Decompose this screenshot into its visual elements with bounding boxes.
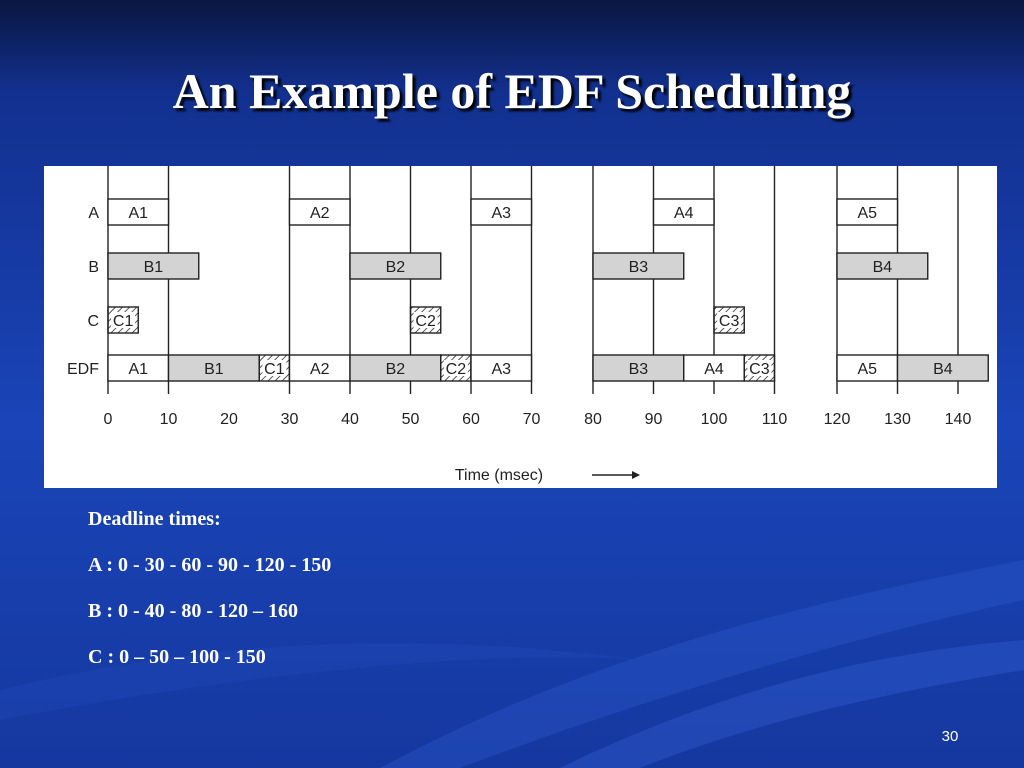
tick-label: 50 xyxy=(401,411,420,428)
block-label: C1 xyxy=(264,361,285,378)
block-label: B3 xyxy=(628,259,649,276)
tick-label: 10 xyxy=(159,411,178,428)
row-label-edf: EDF xyxy=(67,361,99,378)
block-label: C3 xyxy=(749,361,770,378)
deadline-line-a: A : 0 - 30 - 60 - 90 - 120 - 150 xyxy=(88,554,332,576)
block-label: C2 xyxy=(415,313,436,330)
tick-label: 120 xyxy=(823,411,851,428)
tick-label: 70 xyxy=(522,411,541,428)
block-label: B4 xyxy=(872,259,893,276)
slide-title: An Example of EDF Scheduling xyxy=(172,63,852,119)
block-label: A2 xyxy=(309,361,330,378)
block-label: B1 xyxy=(143,259,164,276)
tick-label: 80 xyxy=(584,411,602,428)
block-label: A3 xyxy=(491,361,512,378)
block-label: A4 xyxy=(673,205,694,222)
notes-heading: Deadline times: xyxy=(88,508,221,530)
row-label-a: A xyxy=(88,205,99,222)
block-label: A5 xyxy=(857,361,878,378)
time-arrow xyxy=(592,471,640,479)
row-label-b: B xyxy=(88,259,99,276)
block-label: B1 xyxy=(204,361,224,378)
block-label: A1 xyxy=(128,205,149,222)
block-label: A5 xyxy=(857,205,878,222)
page-number: 30 xyxy=(941,728,959,745)
block-label: B2 xyxy=(385,361,406,378)
block-label: B4 xyxy=(933,361,953,378)
timeline-svg xyxy=(44,166,997,488)
tick-label: 20 xyxy=(220,411,238,428)
x-axis-label: Time (msec) xyxy=(454,467,544,484)
tick-label: 110 xyxy=(761,411,788,428)
deadline-notes xyxy=(88,505,331,689)
deadline-line-c: C : 0 – 50 – 100 - 150 xyxy=(88,646,266,668)
tick-label: 90 xyxy=(644,411,663,428)
block-label: A2 xyxy=(309,205,330,222)
tick-label: 140 xyxy=(944,411,972,428)
edf-timeline-diagram xyxy=(44,166,997,488)
block-label: C2 xyxy=(445,361,467,378)
tick-label: 30 xyxy=(280,411,299,428)
block-label: A1 xyxy=(128,361,149,378)
tick-label: 60 xyxy=(462,411,480,428)
block-label: B3 xyxy=(628,361,649,378)
deadline-line-b: B : 0 - 40 - 80 - 120 – 160 xyxy=(88,600,298,622)
block-label: C1 xyxy=(112,313,134,330)
block-label: A4 xyxy=(704,361,724,378)
row-label-c: C xyxy=(87,313,99,330)
block-label: B2 xyxy=(385,259,406,276)
block-label: C3 xyxy=(718,313,740,330)
tick-label: 130 xyxy=(884,411,911,428)
tick-label: 40 xyxy=(341,411,359,428)
tick-label: 100 xyxy=(700,411,728,428)
block-label: A3 xyxy=(491,205,512,222)
tick-label: 0 xyxy=(103,411,113,428)
